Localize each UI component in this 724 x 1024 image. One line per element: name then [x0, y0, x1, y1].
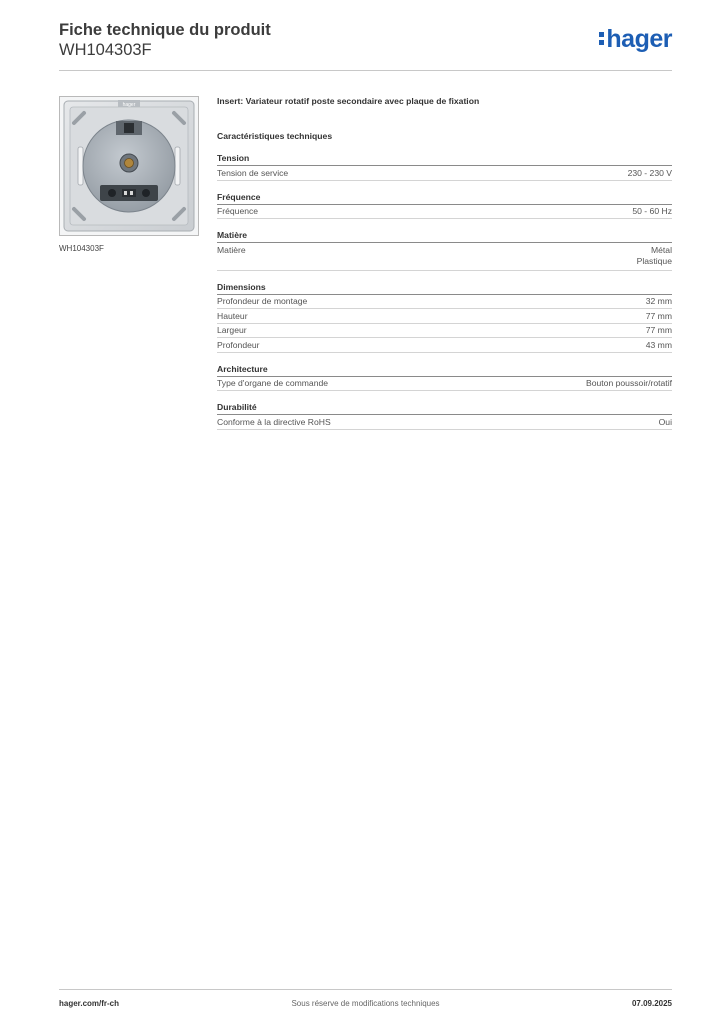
- spec-value-line: 77 mm: [645, 310, 672, 321]
- spec-label: Conforme à la directive RoHS: [217, 416, 331, 427]
- spec-section: [217, 152, 672, 181]
- spec-heading: Caractéristiques techniques: [217, 131, 333, 141]
- product-reference: WH104303F: [59, 41, 152, 59]
- spec-row: [217, 166, 672, 181]
- spec-row: [217, 309, 672, 324]
- spec-value-line: 230 - 230 V: [627, 167, 672, 178]
- dimmer-insert-illustration: [60, 97, 198, 235]
- spec-value-line: 32 mm: [645, 296, 672, 306]
- hager-logo: hager: [599, 26, 672, 52]
- section-title: Architecture: [217, 363, 672, 377]
- spec-section: [217, 363, 672, 392]
- section-title: Durabilité: [217, 401, 672, 415]
- spec-value: [646, 296, 672, 308]
- spec-row: [217, 243, 672, 271]
- section-title: Matière: [217, 229, 672, 243]
- spec-value: [637, 245, 672, 268]
- spec-value: [659, 417, 672, 429]
- spec-label: Type d'organe de commande: [217, 378, 329, 388]
- footer-date: 07.09.2025: [631, 999, 672, 1008]
- spec-label: Profondeur de montage: [217, 296, 308, 306]
- spec-value-line: 77 mm: [645, 325, 672, 335]
- image-caption: WH104303F: [59, 244, 104, 253]
- spec-row: [217, 415, 672, 430]
- spec-value: [586, 378, 672, 390]
- spec-label: Profondeur: [217, 339, 260, 350]
- page-header: [59, 20, 672, 71]
- spec-value: [646, 340, 672, 352]
- section-title: Fréquence: [217, 191, 672, 205]
- spec-row: [217, 338, 672, 353]
- spec-label: Hauteur: [217, 310, 248, 321]
- spec-value: [628, 168, 672, 180]
- spec-label: Tension de service: [217, 167, 289, 178]
- section-title: Dimensions: [217, 281, 672, 295]
- spec-value-line: Bouton poussoir/rotatif: [586, 378, 672, 388]
- spec-row: [217, 377, 672, 392]
- spec-value: [646, 311, 672, 323]
- image-brand-label: hager: [122, 102, 136, 108]
- spec-label: Fréquence: [217, 206, 259, 216]
- spec-value-line: Métal: [650, 244, 672, 255]
- document-title: Fiche technique du produit: [59, 21, 271, 39]
- spec-value-line: 43 mm: [645, 339, 672, 350]
- spec-value-line: 50 - 60 Hz: [632, 206, 672, 216]
- product-description: Insert: Variateur rotatif poste secondaire avec plaque de fixation: [217, 96, 480, 106]
- footer-website: hager.com/fr-ch: [59, 999, 120, 1008]
- spec-section: [217, 191, 672, 220]
- spec-label: Matière: [217, 244, 246, 255]
- section-title: Tension: [217, 152, 672, 166]
- spec-row: [217, 295, 672, 310]
- spec-section: [217, 401, 672, 430]
- page-footer: [59, 989, 672, 1020]
- footer-notice: Sous réserve de modifications techniques: [291, 999, 440, 1008]
- spec-content: [217, 95, 672, 430]
- product-image: [59, 96, 199, 236]
- spec-section: [217, 229, 672, 271]
- spec-sections: [217, 152, 672, 430]
- spec-label: Largeur: [217, 325, 247, 335]
- spec-value-line: Plastique: [636, 256, 672, 266]
- spec-value: [646, 325, 672, 337]
- spec-row: [217, 205, 672, 220]
- spec-row: [217, 324, 672, 339]
- spec-value-line: Oui: [658, 416, 672, 427]
- spec-value: [632, 206, 672, 218]
- spec-section: [217, 281, 672, 353]
- logo-dots-icon: [599, 31, 604, 45]
